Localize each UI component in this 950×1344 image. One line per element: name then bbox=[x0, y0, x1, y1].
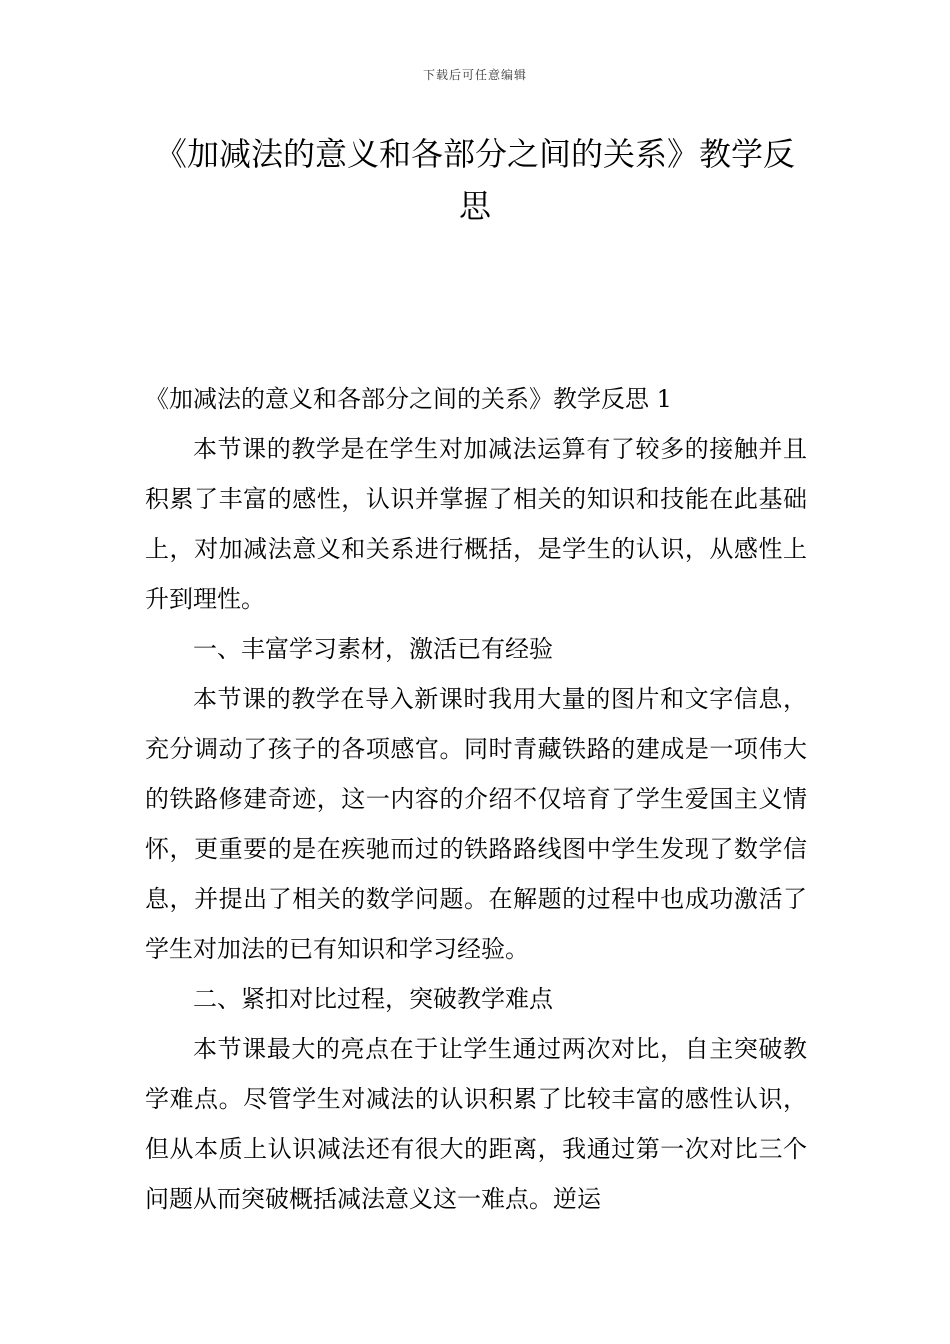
paragraph: 本节课的教学在导入新课时我用大量的图片和文字信息，充分调动了孩子的各项感官。同时青藏铁路的建成是一项伟大的铁路修建奇迹，这一内容的介绍不仅培育了学生爱国主义情怀，更重要的是在疾驰而过的铁路路线图中学生发现了数学信息，并提出了相关的数学问题。在解题的过程中也成功激活了学生对加法的已有知识和学习经验。 bbox=[145, 685, 807, 963]
section-heading: 《加减法的意义和各部分之间的关系》教学反思 1 bbox=[145, 385, 672, 413]
paragraph: 本节课的教学是在学生对加减法运算有了较多的接触并且积累了丰富的感性，认识并掌握了相关的知识和技能在此基础上，对加减法意义和关系进行概括，是学生的认识，从感性上升到理性。 bbox=[145, 435, 807, 613]
subheading: 一、丰富学习素材，激活已有经验 bbox=[193, 635, 553, 663]
header-note: 下载后可任意编辑 bbox=[422, 68, 527, 82]
document-body bbox=[145, 374, 807, 1224]
document-title: 《加减法的意义和各部分之间的关系》教学反思 bbox=[154, 135, 795, 225]
subheading: 二、紧扣对比过程，突破教学难点 bbox=[193, 985, 553, 1013]
paragraph: 本节课最大的亮点在于让学生通过两次对比，自主突破教学难点。尽管学生对减法的认识积累了比较丰富的感性认识，但从本质上认识减法还有很大的距离，我通过第一次对比三个问题从而突破概括减法意义这一难点。逆运 bbox=[145, 1035, 807, 1213]
